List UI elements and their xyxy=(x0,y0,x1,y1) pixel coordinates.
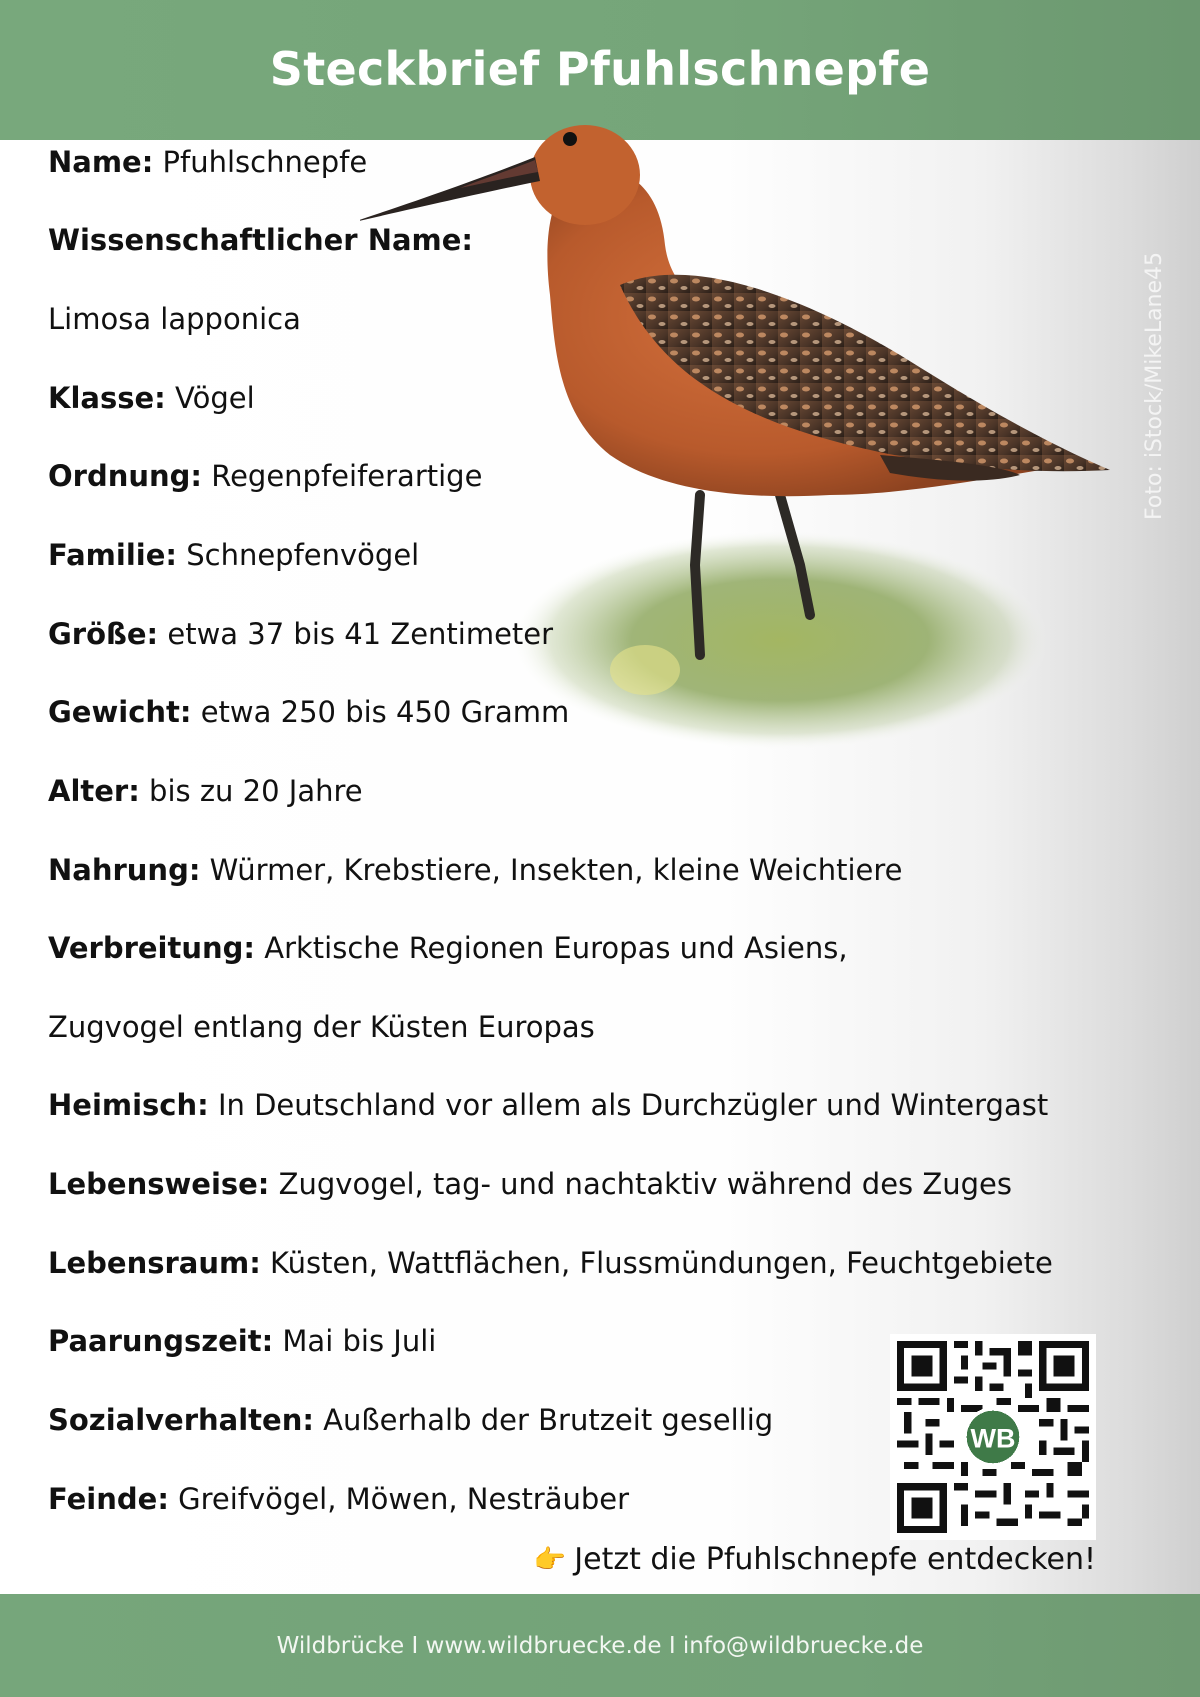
fact-mating-season: Paarungszeit: Mai bis Juli xyxy=(48,1324,437,1358)
bird-photo xyxy=(360,95,1180,755)
fact-social-behavior: Sozialverhalten: Außerhalb der Brutzeit gesellig xyxy=(48,1403,774,1437)
photo-credit: Foto: iStock/MikeLane45 xyxy=(1142,251,1167,520)
fact-habitat: Lebensraum: Küsten, Wattflächen, Flussmündungen, Feuchtgebiete xyxy=(48,1246,1053,1280)
cta-text: Jetzt die Pfuhlschnepfe entdecken! xyxy=(574,1542,1096,1577)
cta-link[interactable] xyxy=(534,1542,1096,1577)
fact-native: Heimisch: In Deutschland vor allem als Durchzügler und Wintergast xyxy=(48,1088,1049,1122)
fact-distribution-cont: Zugvogel entlang der Küsten Europas xyxy=(48,1010,595,1044)
page-title: Steckbrief Pfuhlschnepfe xyxy=(269,42,931,96)
pointing-hand-icon: 👉 xyxy=(533,1544,567,1575)
fact-weight: Gewicht: etwa 250 bis 450 Gramm xyxy=(48,695,570,729)
fact-name: Name: Pfuhlschnepfe xyxy=(48,145,368,179)
svg-text:WB: WB xyxy=(970,1423,1016,1454)
qr-code[interactable] xyxy=(890,1334,1096,1540)
fact-scientific-name-label: Wissenschaftlicher Name: xyxy=(48,223,474,257)
footer-contact: Wildbrücke I www.wildbruecke.de I info@wildbruecke.de xyxy=(276,1632,924,1659)
fact-distribution: Verbreitung: Arktische Regionen Europas und Asiens, xyxy=(48,931,848,965)
fact-lifestyle: Lebensweise: Zugvogel, tag- und nachtaktiv während des Zuges xyxy=(48,1167,1012,1201)
fact-diet: Nahrung: Würmer, Krebstiere, Insekten, kleine Weichtiere xyxy=(48,853,903,887)
fact-class: Klasse: Vögel xyxy=(48,381,255,415)
fact-enemies: Feinde: Greifvögel, Möwen, Nesträuber xyxy=(48,1482,630,1516)
fact-order: Ordnung: Regenpfeiferartige xyxy=(48,459,483,493)
fact-family: Familie: Schnepfenvögel xyxy=(48,538,420,572)
fact-size: Größe: etwa 37 bis 41 Zentimeter xyxy=(48,617,554,651)
fact-age: Alter: bis zu 20 Jahre xyxy=(48,774,363,808)
footer-banner xyxy=(0,1594,1200,1697)
fact-scientific-name-value: Limosa lapponica xyxy=(48,302,301,336)
